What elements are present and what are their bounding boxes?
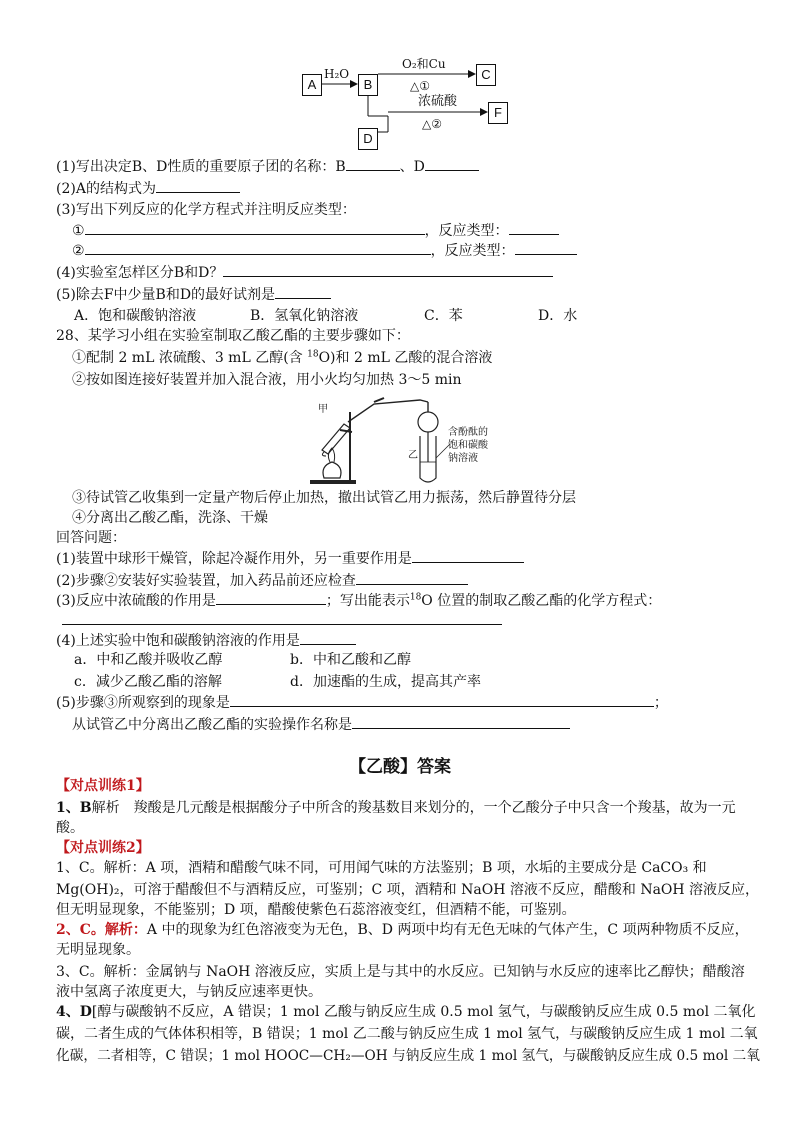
box-a: A xyxy=(302,74,322,96)
q27-line-4: ① ，反应类型： xyxy=(72,220,559,241)
answer-blank-operation[interactable] xyxy=(352,714,570,729)
condition-top: O₂和Cu xyxy=(402,57,446,71)
answer-2-line-3: 但无明显现象，不能鉴别；D 项，醋酸使紫色石蕊溶液变红，但酒精不能，可鉴别。 xyxy=(56,902,576,918)
q27-line-7: (5)除去F中少量B和D的最好试剂是 xyxy=(56,284,331,305)
label-solution-3: 钠溶液 xyxy=(448,453,478,464)
h2o-label: H₂O xyxy=(324,67,350,81)
answer-5-line-3: 化碳，二者相等，C 错误；1 mol HOOC—CH₂—OH 与钠反应生成 1 mol 氢气，与碳酸钠反应生成 0.5 mol 二氧 xyxy=(56,1048,760,1064)
answer-blank-drying-tube[interactable] xyxy=(412,548,524,563)
answer-2-line-2: Mg(OH)₂，可溶于醋酸但不与酒精反应，可鉴别；C 项，酒精和 NaOH 溶液不反应，醋酸和 NaOH 溶液反应， xyxy=(56,882,760,898)
reaction-scheme xyxy=(290,50,520,150)
q27-line-1: (1)写出决定B、D性质的重要原子团的名称：B 、D xyxy=(56,156,479,177)
answer-blank-esterification[interactable] xyxy=(62,610,502,625)
condition-bottom-2: △② xyxy=(422,117,442,131)
label-yi: 乙 xyxy=(408,450,418,461)
q28-step-2: ②按如图连接好装置并加入混合液，用小火均匀加热 3～5 min xyxy=(72,372,462,388)
answer-4-line-1: 3、C。解析：金属钠与 NaOH 溶液反应，实质上是与其中的水反应。已知钠与水反应的速率比乙醇快；醋酸溶 xyxy=(56,964,745,980)
q28-option-d: d．加速酯的生成，提高其产率 xyxy=(290,674,481,690)
q28-a2: (2)步骤②安装好实验装置，加入药品前还应检查 xyxy=(56,570,468,591)
q27-option-c: C．苯 xyxy=(424,308,463,324)
q28-step-4: ④分离出乙酸乙酯，洗涤、干燥 xyxy=(72,510,268,526)
answer-1: 1、B解析 羧酸是几元酸是根据酸分子中所含的羧基数目来划分的，一个乙酸分子中只含一个羧基，故为一元 xyxy=(56,800,736,816)
answer-3-cont: 无明显现象。 xyxy=(56,942,140,958)
q28-option-c: c．减少乙酸乙酯的溶解 xyxy=(74,674,222,690)
answer-blank-equation-1[interactable] xyxy=(85,220,425,235)
answer-blank-reagent[interactable] xyxy=(275,284,331,299)
condition-bottom: 浓硫酸 xyxy=(418,94,458,109)
answers-title: 【乙酸】答案 xyxy=(349,757,451,777)
q28-a3: (3)反应中浓硫酸的作用是 ；写出能表示$^{18}$O 位置的制取乙酸乙酯的化学方程式： xyxy=(56,590,661,611)
q27-line-5: ② ，反应类型： xyxy=(72,240,577,261)
answer-blank-structure[interactable] xyxy=(156,178,240,193)
section-heading-2: 【对点训练2】 xyxy=(56,840,150,856)
q28-a5-operation: 从试管乙中分离出乙酸乙酯的实验操作名称是 xyxy=(72,714,570,735)
box-d: D xyxy=(358,128,378,150)
q28-a1: (1)装置中球形干燥管，除起冷凝作用外，另一重要作用是 xyxy=(56,548,524,569)
answer-2-line-1: 1、C。解析：A 项，酒精和醋酸气味不同，可用闻气味的方法鉴别；B 项，水垢的主要成分是 CaCO₃ 和 xyxy=(56,860,707,876)
q27-option-d: D．水 xyxy=(538,308,578,324)
q27-option-b: B．氢氧化钠溶液 xyxy=(250,308,359,324)
condition-top-2: △① xyxy=(410,79,430,93)
section-heading-1: 【对点训练1】 xyxy=(56,778,150,794)
q27-line-6: (4)实验室怎样区分B和D？ xyxy=(56,262,553,283)
answer-blank-equation-2[interactable] xyxy=(85,240,431,255)
box-f: F xyxy=(488,102,508,124)
answer-blank-type-2[interactable] xyxy=(515,240,577,255)
answer-5-line-1: 4、D[醇与碳酸钠不反应，A 错误；1 mol 乙酸与钠反应生成 0.5 mol 氢气，与碳酸钠反应生成 0.5 mol 二氧化 xyxy=(56,1004,756,1020)
answer-blank-sulfuric-role[interactable] xyxy=(216,590,326,605)
answer-blank-d[interactable] xyxy=(425,156,479,171)
apparatus-figure xyxy=(300,392,500,488)
q28-option-b: b．中和乙酸和乙醇 xyxy=(290,652,411,668)
q28-step-1: ①配制 2 mL 浓硫酸、3 mL 乙醇(含 $^{18}$O)和 2 mL 乙酸的混合溶液 xyxy=(72,349,493,366)
box-c: C xyxy=(476,64,496,86)
answer-1-cont: 酸。 xyxy=(56,820,84,836)
label-jia: 甲 xyxy=(318,404,328,415)
q28-a5: (5)步骤③所观察到的现象是 ； xyxy=(56,692,668,713)
answer-4-line-2: 液中氢离子浓度更大，与钠反应速率更快。 xyxy=(56,984,322,1000)
q28-answer-heading: 回答问题： xyxy=(56,530,126,546)
q27-option-a: A．饱和碳酸钠溶液 xyxy=(74,308,197,324)
label-solution-2: 饱和碳酸 xyxy=(448,440,488,451)
q28-step-3: ③待试管乙收集到一定量产物后停止加热，撤出试管乙用力振荡，然后静置待分层 xyxy=(72,490,576,506)
answer-5-line-2: 碳，二者生成的气体体积相等，B 错误；1 mol 乙二酸与钠反应生成 1 mol 氢气，与碳酸钠反应生成 1 mol 二氧 xyxy=(56,1026,758,1042)
q28-intro: 28、某学习小组在实验室制取乙酸乙酯的主要步骤如下： xyxy=(56,328,410,344)
answer-3: 2、C。解析：A 中的现象为红色溶液变为无色，B、D 两项中均有无色无味的气体产生，C 项两种物质不反应， xyxy=(56,922,749,938)
answer-blank-check[interactable] xyxy=(356,570,468,585)
answer-blank-distinguish[interactable] xyxy=(223,262,553,277)
answer-blank-observation[interactable] xyxy=(230,692,654,707)
q28-option-a: a．中和乙酸并吸收乙醇 xyxy=(74,652,223,668)
answer-blank-b[interactable] xyxy=(346,156,400,171)
box-b: B xyxy=(358,74,378,96)
q28-a4: (4)上述实验中饱和碳酸钠溶液的作用是 xyxy=(56,630,356,651)
answer-blank-carbonate-role[interactable] xyxy=(300,630,356,645)
q27-line-3: (3)写出下列反应的化学方程式并注明反应类型： xyxy=(56,202,356,218)
q27-line-2: (2)A的结构式为 xyxy=(56,178,240,199)
label-solution-1: 含酚酞的 xyxy=(448,427,488,438)
answer-blank-type-1[interactable] xyxy=(509,220,559,235)
